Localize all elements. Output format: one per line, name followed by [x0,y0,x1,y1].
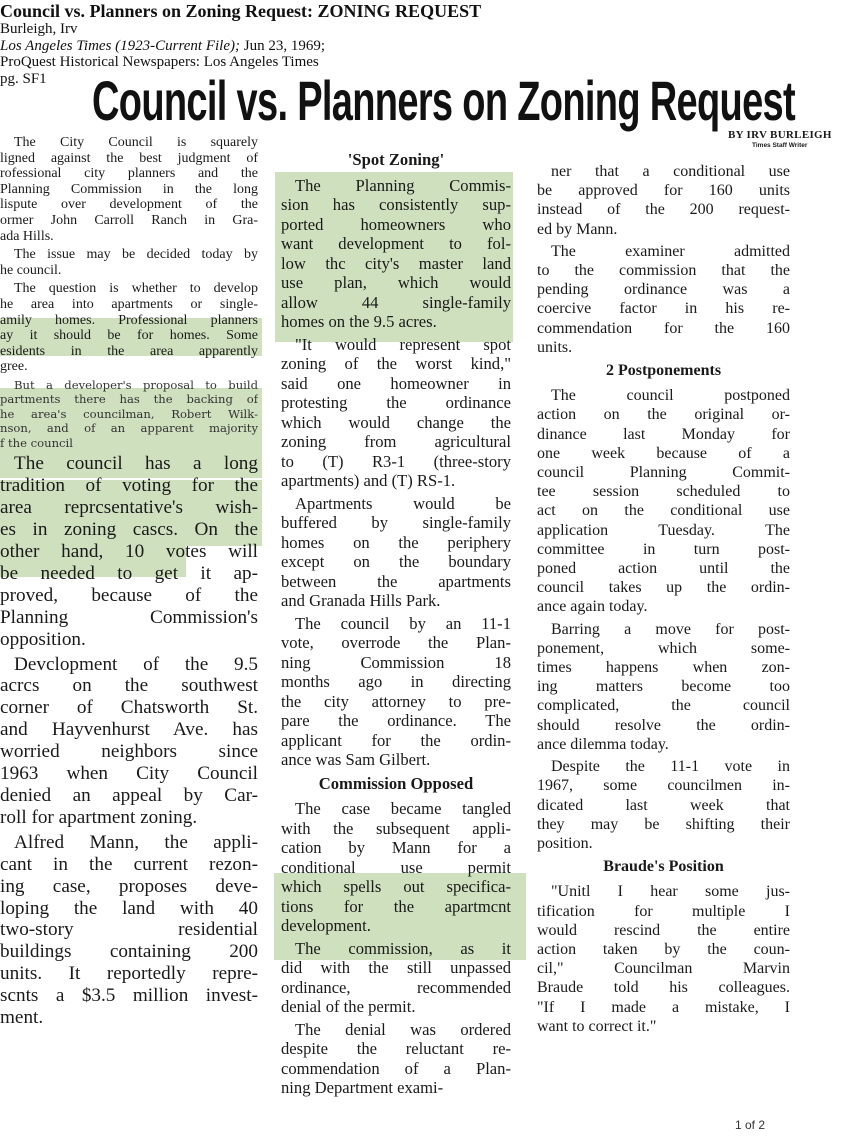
text-line: The City Council is squarely [14,135,258,150]
text-line: which spells out specifica- [281,877,511,896]
text-line: allow 44 single-family [281,292,511,312]
column-middle [281,146,511,1101]
text-line: tee session scheduled to [537,483,790,501]
text-line: use plan, which would [281,273,511,292]
text-line: said one homeowner in [281,373,511,393]
byline: BY IRV BURLEIGH [728,129,832,141]
text-line: ligned against the best judgment of [0,150,258,166]
text-line: zoning of the worst kind," [281,354,511,373]
text-line: want to correct it." [537,1017,657,1035]
text-line: loping the land with 40 [0,897,258,919]
text-line: conditional use permit [281,857,511,877]
text-line: The question is whether to develop [14,281,258,297]
text-line: complicated, the council [537,697,790,715]
text-line: to (T) R3-1 (three-story [281,451,511,471]
text-line: The issue may be decided today by [14,247,258,263]
text-line: "It would represent spot [295,334,511,354]
text-line: units. It reportedly repre- [0,963,258,985]
text-line: The council postponed [551,387,790,405]
byline-role: Times Staff Writer [752,142,808,149]
text-line: ed by Mann. [537,220,618,238]
paragraph [0,135,258,244]
citation-publication: Los Angeles Times (1923-Current File); [0,37,240,54]
text-line: buffered by single-family [281,513,511,532]
column-right [537,162,790,1039]
paragraph [281,614,511,770]
text-line: to the commission that the [537,262,790,280]
text-line: tification for multiple I [537,902,790,920]
text-line: development. [281,916,371,935]
text-line: be needed to get it ap- [0,562,258,584]
paragraph [0,378,258,451]
text-line: he council. [0,262,62,278]
text-line: cation by Mann for a [281,838,511,857]
text-line: Devclopment of the 9.5 [14,653,258,675]
page-indicator: 1 of 2 [735,1118,766,1132]
text-line: buildings containing 200 [0,941,258,963]
text-line: times happens when zon- [537,659,790,677]
text-line: "If I made a mistake, I [537,998,790,1016]
text-line: units. [537,338,573,356]
text-line: gree. [0,359,28,375]
paragraph [537,162,790,239]
section-heading: 'Spot Zoning' [347,150,445,169]
text-line: should resolve the ordin- [537,716,790,734]
text-line: Braude told his colleagues. [537,979,790,997]
text-line: applicant for the ordin- [281,730,511,750]
text-line: with the subsequent appli- [281,818,511,838]
text-line: Alfred Mann, the appli- [14,831,258,853]
text-line: ing case, proposes deve- [0,875,258,897]
text-line: poned action until the [537,560,790,578]
text-line: pending ordinance was a [537,281,790,299]
text-line: despite the reluctant re- [281,1039,511,1058]
text-line: tions for the apartmcnt [281,896,511,916]
text-line: tradition of voting for the [0,475,258,497]
paragraph [537,386,790,616]
citation-page: pg. SF1 [0,70,47,87]
paragraph [0,281,258,375]
text-line: Apartments would be [295,493,511,513]
paragraph [0,654,258,829]
text-line: nson, and of an apparent majority [0,421,258,436]
text-line: between the apartments [281,571,511,591]
citation-source [0,38,481,55]
text-line: they may be shifting their [537,815,790,833]
text-line: Despite the 11-1 vote in [551,758,790,776]
text-line: coercive factor in his re- [537,300,790,318]
text-line: dicated last week that [537,796,790,814]
text-line: homes on the periphery [281,532,511,552]
text-line: Planning Commission's [0,606,258,628]
text-line: apartments) and (T) RS-1. [281,471,456,490]
text-line: dinance last Monday for [537,425,790,443]
section-heading: 2 Postponements [605,362,722,380]
text-line: vote, overrode the Plan- [281,633,511,652]
text-line: es in zoning cascs. On the [0,519,258,541]
text-line: two-story residential [0,919,258,941]
text-line: he area into apartments or single- [0,296,258,312]
text-line: and Hayvenhurst Ave. has [0,719,258,741]
text-line: instead of the 200 request- [537,201,790,219]
text-line: homes on the 9.5 acres. [281,312,437,331]
text-line: action on the original or- [537,406,790,424]
text-line: and Granada Hills Park. [281,591,441,610]
section-heading: Commission Opposed [318,773,474,793]
paragraph [281,494,511,611]
paragraph [281,799,511,936]
text-line: The case became tangled [295,799,511,818]
paragraph [281,939,511,1017]
text-line: which would change the [281,412,511,432]
text-line: denied an appeal by Car- [0,785,258,806]
text-line: ning Department exami- [281,1078,444,1097]
text-line: The council by an 11-1 [295,613,511,633]
text-line: ance again today. [537,598,648,616]
text-line: roll for apartment zoning. [0,806,198,828]
text-line: rofessional city planners and the [0,166,258,182]
text-line: committee in turn post- [537,540,790,558]
headline: Council vs. Planners on Zoning Request [92,69,795,132]
text-line: application Tuesday. The [537,521,790,539]
text-line: ance was Sam Gilbert. [281,750,431,769]
text-line: ada Hills. [0,228,54,244]
paragraph [537,757,790,853]
text-line: position. [537,834,593,852]
paragraph [281,1020,511,1098]
text-line: zoning from agricultural [281,432,511,451]
text-line: council Planning Commit- [537,464,790,482]
text-line: opposition. [0,628,86,650]
text-line: partments there has the backing of [0,392,258,407]
citation-title: Council vs. Planners on Zoning Request: ZONING REQUEST [0,1,482,21]
text-line: ormer John Carroll Ranch in Gra- [0,212,258,228]
text-line: ordinance, recommended [281,977,511,997]
text-line: he area's councilman, Robert Wilk- [0,406,258,421]
text-line: lispute over development of the [0,197,258,213]
text-line: months ago in directing [281,672,511,691]
section-heading: Braude's Position [603,858,724,876]
citation-database: ProQuest Historical Newspapers: Los Angeles Times [0,54,319,70]
paragraph [281,176,511,332]
text-line: commendation for the 160 [537,319,790,337]
text-line: be approved for 160 units [537,182,790,200]
text-line: would rescind the entire [537,921,790,939]
text-line: The council has a long [14,453,258,475]
text-line: ported homeowners who [281,214,511,234]
text-line: "Unitl I hear some jus- [551,883,790,901]
citation-date: Jun 23, 1969; [240,37,326,54]
text-line: ment. [0,1007,44,1029]
text-line: corner of Chatsworth St. [0,697,258,719]
text-line: ance dilemma today. [537,735,669,753]
text-line: acrcs on the southwest [0,675,258,697]
column-left [0,135,258,1032]
paragraph [537,242,790,357]
paragraph [0,453,258,650]
text-line: one week because of a [537,444,790,462]
paragraph [537,882,790,1036]
text-line: The commission, as it [295,938,511,958]
text-line: worried neighbors since [0,741,258,763]
text-line: scnts a $3.5 million invest- [0,985,258,1007]
text-line: commendation of a Plan- [281,1058,511,1078]
text-line: ay it should be for homes. Some [0,328,258,344]
text-line: low thc city's master land [281,253,511,273]
text-line: ponement, which some- [537,639,790,657]
text-line: did with the still unpassed [281,958,511,977]
text-line: amily homes. Professional planners [0,312,258,328]
text-line: proved, because of the [0,584,258,606]
text-line: protesting the ordinance [281,393,511,412]
paragraph [0,247,258,278]
text-line: The examiner admitted [551,242,790,260]
text-line: 1967, some councilmen in- [537,777,790,795]
text-line: The denial was ordered [295,1019,511,1039]
text-line: act on the conditional use [537,502,790,520]
text-line: Planning Commission in the long [0,181,258,197]
text-line: ing matters become too [537,678,790,696]
text-line: denial of the permit. [281,997,416,1016]
text-line: cant in the current rezon- [0,853,258,875]
paragraph [537,620,790,754]
text-line: Barring a move for post- [551,620,790,638]
text-line: sion has consistently sup- [281,195,511,214]
text-line: esidents in the area apparently [0,343,258,359]
text-line: area reprcsentative's wish- [0,497,258,519]
paragraph [281,335,511,491]
citation-author: Burleigh, Irv [0,21,78,37]
text-line: pare the ordinance. The [281,711,511,730]
text-line: The Planning Commis- [295,175,511,195]
text-line: ning Commission 18 [281,652,511,672]
text-line: f the council [0,435,73,450]
text-line: ner that a conditional use [551,163,790,180]
text-line: the city attorney to pre- [281,691,511,711]
text-line: But a developer's proposal to build [14,377,258,392]
text-line: other hand, 10 votes will [0,541,258,563]
text-line: except on the boundary [281,552,511,571]
paragraph [0,832,258,1029]
text-line: cil," Councilman Marvin [537,960,790,978]
text-line: 1963 when City Council [0,763,258,785]
text-line: action taken by the coun- [537,940,790,958]
text-line: council takes up the ordin- [537,579,790,597]
text-line: want development to fol- [281,234,511,253]
